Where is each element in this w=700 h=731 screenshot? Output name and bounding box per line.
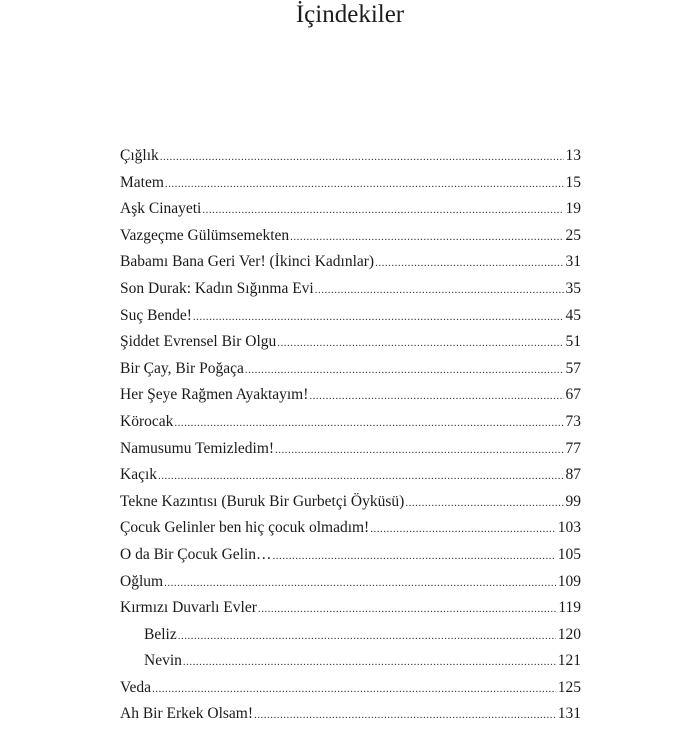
toc-entry-title: Nevin (144, 652, 182, 670)
toc-entry-page: 103 (557, 519, 581, 537)
toc-entry-page: 19 (565, 200, 581, 218)
toc-entry-title: Vazgeçme Gülümsemekten (120, 226, 290, 244)
toc-entry-title: Bir Çay, Bir Poğaça (120, 359, 244, 377)
dot-leader (290, 232, 563, 243)
toc-entry-title: Aşk Cinayeti (120, 200, 202, 218)
toc-entry (120, 704, 581, 731)
toc-entry-page: 119 (558, 599, 581, 617)
toc-entry-page: 109 (557, 572, 581, 590)
dot-leader (405, 498, 563, 509)
toc-entry (120, 252, 581, 279)
toc-entry-title: Ah Bir Erkek Olsam! (120, 705, 254, 723)
dot-leader (193, 312, 564, 323)
toc-entry-page: 73 (565, 412, 581, 430)
toc-entry-title: Körocak (120, 412, 174, 430)
toc-entry (120, 572, 581, 599)
toc-entry-page: 51 (565, 333, 581, 351)
toc-subentry (120, 625, 581, 652)
toc-entry-page: 99 (565, 492, 581, 510)
toc-entry-page: 105 (557, 545, 581, 563)
toc-entry-page: 15 (565, 173, 581, 191)
toc-entry (120, 173, 581, 200)
dot-leader (277, 338, 563, 349)
toc-entry (120, 146, 581, 173)
toc-entry (120, 359, 581, 386)
toc-entry (120, 412, 581, 439)
toc-entry-title: Tekne Kazıntısı (Buruk Bir Gurbetçi Öyküsü) (120, 492, 405, 510)
toc-entry (120, 598, 581, 625)
toc-entry-page: 77 (565, 439, 581, 457)
toc-entry-title: Çocuk Gelinler ben hiç çocuk olmadım! (120, 519, 370, 537)
toc-entry (120, 492, 581, 519)
toc-entry-title: Kaçık (120, 466, 158, 484)
toc-entry-title: Her Şeye Rağmen Ayaktayım! (120, 386, 309, 404)
toc-entry-title: Babamı Bana Geri Ver! (İkinci Kadınlar) (120, 253, 375, 271)
toc-entry (120, 279, 581, 306)
toc-entry-page: 67 (565, 386, 581, 404)
toc-entry-title: Şiddet Evrensel Bir Olgu (120, 333, 277, 351)
dot-leader (315, 285, 564, 296)
toc-entry-title: Suç Bende! (120, 306, 192, 324)
dot-leader (275, 445, 563, 456)
toc-entry (120, 678, 581, 705)
toc-entry-title: Veda (120, 678, 151, 696)
toc-heading: İçindekiler (295, 1, 405, 28)
toc-entry-page: 25 (565, 226, 581, 244)
toc-entry-page: 120 (557, 625, 581, 643)
toc-entry-title: Son Durak: Kadın Sığınma Evi (120, 279, 314, 297)
dot-leader (254, 710, 556, 721)
dot-leader (164, 578, 556, 589)
table-of-contents (120, 146, 581, 731)
toc-entry-title: Oğlum (120, 572, 164, 590)
dot-leader (245, 365, 564, 376)
dot-leader (178, 631, 556, 642)
dot-leader (165, 179, 564, 190)
dot-leader (309, 391, 563, 402)
toc-entry-title: Beliz (144, 625, 177, 643)
toc-entry-page: 31 (565, 253, 581, 271)
toc-entry (120, 385, 581, 412)
toc-entry-title: Kırmızı Duvarlı Evler (120, 599, 257, 617)
toc-entry-title: Matem (120, 173, 164, 191)
dot-leader (273, 551, 556, 562)
dot-leader (375, 258, 563, 269)
toc-entry (120, 465, 581, 492)
toc-entry-page: 121 (557, 652, 581, 670)
dot-leader (370, 524, 556, 535)
dot-leader (158, 471, 563, 482)
dot-leader (202, 205, 563, 216)
toc-entry (120, 199, 581, 226)
dot-leader (152, 684, 556, 695)
toc-entry-page: 87 (565, 466, 581, 484)
toc-entry (120, 545, 581, 572)
toc-entry-page: 35 (565, 279, 581, 297)
toc-entry-title: Çığlık (120, 147, 159, 164)
toc-entry-page: 125 (557, 678, 581, 696)
toc-entry-page: 57 (565, 359, 581, 377)
toc-entry (120, 518, 581, 545)
toc-entry-title: O da Bir Çocuk Gelin… (120, 545, 272, 563)
toc-entry (120, 332, 581, 359)
dot-leader (258, 604, 556, 615)
dot-leader (174, 418, 563, 429)
toc-entry-page: 131 (557, 705, 581, 723)
toc-entry-page: 45 (565, 306, 581, 324)
dot-leader (160, 152, 564, 163)
toc-entry (120, 226, 581, 253)
toc-subentry (120, 651, 581, 678)
toc-entry-title: Namusumu Temizledim! (120, 439, 275, 457)
toc-entry (120, 306, 581, 333)
toc-entry (120, 439, 581, 466)
dot-leader (183, 657, 556, 668)
toc-entry-page: 13 (565, 147, 581, 164)
